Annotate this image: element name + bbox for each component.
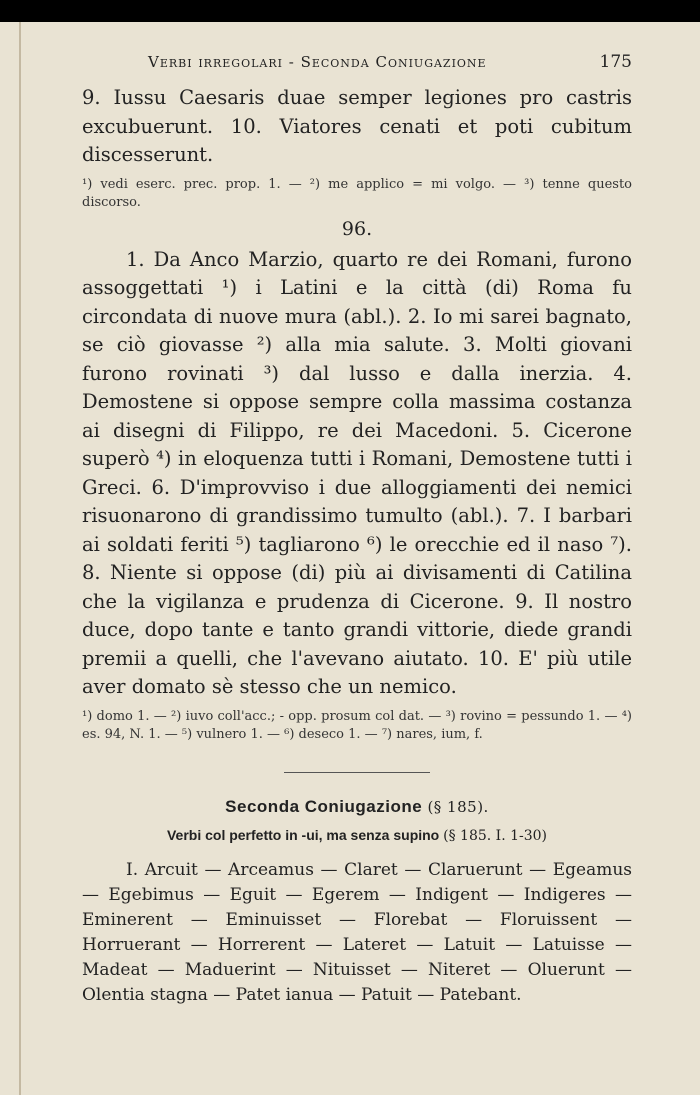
exercise-number: 96.: [341, 217, 373, 240]
section-title: [82, 797, 632, 817]
running-header: [82, 52, 632, 72]
verb-list: [82, 858, 632, 1008]
exercise-96-notes: ¹) domo 1. — ²) iuvo coll'acc.; - opp. prosum col dat. — ³) rovino = pessundo 1. — ⁴) es. 94, N. 1. — ⁵) vulnero 1. — ⁶) deseco 1. — ⁷) nares, ium, f.: [82, 708, 632, 742]
page-content: [82, 52, 632, 1008]
exercise-96-text: 1. Da Anco Marzio, quarto re dei Romani, furono assoggettati ¹) i Latini e la città (di) Roma fu circondata di nuove mura (abl.). 2. Io mi sarei bagnato, se ciò giovasse ²) alla mia salute. 3. Molti giovani furono rovinati ³) dal lusso e dalla inerzia. 4. Demostene si oppose sempre colla massima costanza ai disegni di Filippo, re dei Macedoni. 5. Cicerone superò ⁴) in eloquenza tutti i Romani, Demostene tutti i Greci. 6. D'improvviso i due alloggiamenti dei nemici risuonarono di grandissimo tumulto (abl.). 7. I barbari ai soldati feriti ⁵) tagliarono ⁶) le orecchie ed il naso ⁷). 8. Niente si oppose (di) più ai divisamenti di Catilina che la vigilanza e prudenza di Cicerone. 9. Il nostro duce, dopo tante e tanto grandi vittorie, diede grandi premii a quelli, che l'avevano aiutato. 10. E' più utile aver domato sè stesso che un nemico.: [82, 247, 632, 698]
section-divider: [284, 772, 430, 773]
prev-exercise-text: 9. Iussu Caesaris duae semper legiones pro castris excubuerunt. 10. Viatores cenati et poti cubitum discesserunt.: [82, 86, 632, 166]
section-subtitle-ref: (§ 185. I. 1-30): [443, 827, 548, 844]
verb-list-text: I. Arcuit — Arceamus — Claret — Claruerunt — Egeamus — Egebimus — Eguit — Egerem — Indigent — Indigeres — Eminerent — Eminuisset — Florebat — Floruissent — Horruerant — Horrerent — Lateret — Latuit — Latuisse — Madeat — Maduerint — Nituisset — Niteret — Oluerunt — Olentia stagna — Patet ianua — Patuit — Patebant.: [82, 859, 632, 1005]
prev-exercise: [82, 84, 632, 170]
section-subtitle-text: Verbi col perfetto in -ui, ma senza supino: [166, 826, 440, 843]
page-number: 175: [599, 52, 632, 72]
section-title-text: Seconda Coniugazione: [225, 796, 423, 816]
section-title-ref: (§ 185).: [427, 797, 489, 816]
prev-exercise-notes: ¹) vedi eserc. prec. prop. 1. — ²) me applico = mi volgo. — ³) tenne questo discorso.: [82, 176, 632, 210]
gutter-line: [19, 22, 21, 1095]
section-subtitle: [82, 827, 632, 844]
exercise-96: [82, 246, 632, 702]
running-title: Verbi irregolari - Seconda Coniugazione: [148, 53, 487, 71]
